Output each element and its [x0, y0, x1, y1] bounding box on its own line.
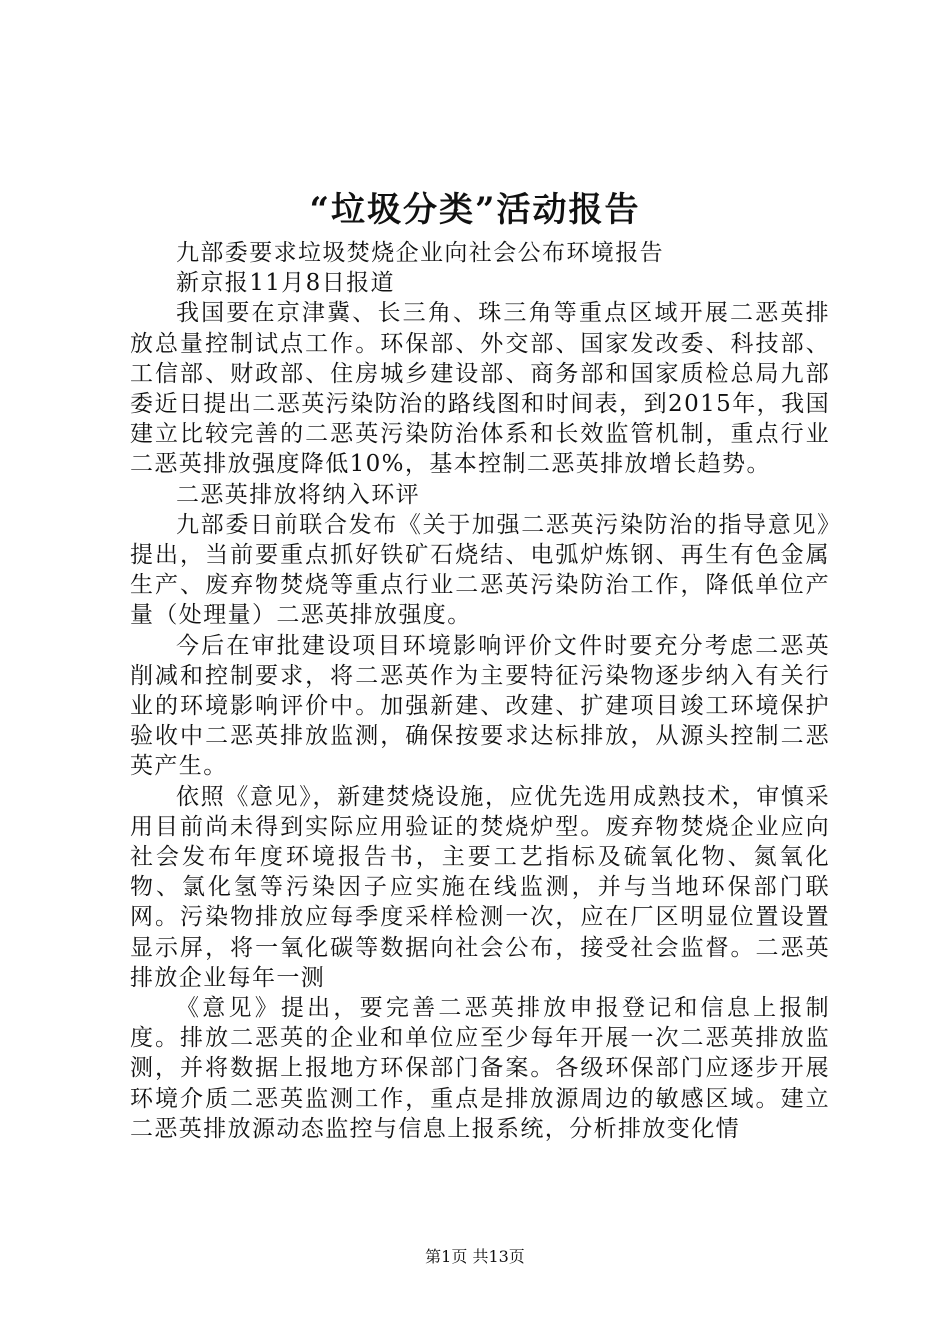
paragraph-source: 新京报11月8日报道: [176, 270, 395, 297]
paragraph-section-heading: 二恶英排放将纳入环评: [176, 481, 420, 508]
paragraph-eia: 今后在审批建设项目环境影响评价文件时要充分考虑二恶英削减和控制要求，将二恶英作为主要特征污染物逐步纳入有关行业的环境影响评价中。加强新建、改建、扩建项目竣工环境保护验收中二恶英排放监测，确保按要求达标排放，从源头控制二恶英产生。: [130, 632, 830, 780]
paragraph-intro: 我国要在京津冀、长三角、珠三角等重点区域开展二恶英排放总量控制试点工作。环保部、外交部、国家发改委、科技部、工信部、财政部、住房城乡建设部、商务部和国家质检总局九部委近日提出二恶英污染防治的路线图和时间表，到2015年，我国建立比较完善的二恶英污染防治体系和长效监管机制，重点行业二恶英排放强度降低10%，基本控制二恶英排放增长趋势。: [130, 300, 830, 478]
paragraph-incineration: 依照《意见》，新建焚烧设施，应优先选用成熟技术，审慎采用目前尚未得到实际应用验证的焚烧炉型。废弃物焚烧企业应向社会发布年度环境报告书，主要工艺指标及硫氧化物、氮氧化物、氯化氢等污染因子应实施在线监测，并与当地环保部门联网。污染物排放应每季度采样检测一次，应在厂区明显位置设置显示屏，将一氧化碳等数据向社会公布，接受社会监督。二恶英排放企业每年一测: [130, 783, 830, 991]
document-title: “垃圾分类”活动报告: [309, 190, 641, 230]
paragraph-reporting: 《意见》提出，要完善二恶英排放申报登记和信息上报制度。排放二恶英的企业和单位应至少每年开展一次二恶英排放监测，并将数据上报地方环保部门备案。各级环保部门应逐步开展环境介质二恶英监测工作，重点是排放源周边的敏感区域。建立二恶英排放源动态监控与信息上报系统，分析排放变化情: [130, 995, 830, 1142]
document-body: [130, 238, 830, 1144]
page-footer: 第1页 共13页: [425, 1247, 525, 1266]
paragraph-subheading: 九部委要求垃圾焚烧企业向社会公布环境报告: [176, 240, 664, 266]
paragraph-guidance: 九部委日前联合发布《关于加强二恶英污染防治的指导意见》提出，当前要重点抓好铁矿石烧结、电弧炉炼钢、再生有色金属生产、废弃物焚烧等重点行业二恶英污染防治工作，降低单位产量（处理量）二恶英排放强度。: [130, 511, 830, 629]
